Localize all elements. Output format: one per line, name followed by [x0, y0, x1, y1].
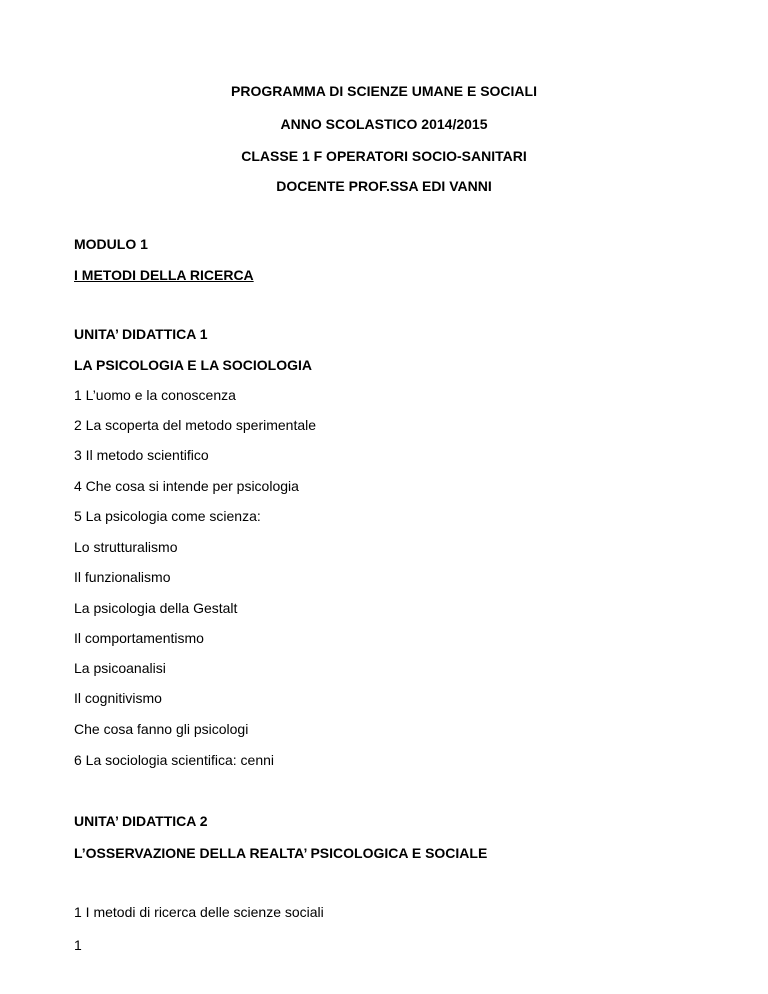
- module-label: MODULO 1: [74, 236, 148, 252]
- teacher-name: DOCENTE PROF.SSA EDI VANNI: [276, 178, 492, 194]
- document-title: PROGRAMMA DI SCIENZE UMANE E SOCIALI: [231, 83, 537, 99]
- list-item: 4 Che cosa si intende per psicologia: [74, 478, 299, 494]
- list-item: 5 La psicologia come scienza:: [74, 508, 261, 524]
- list-item: 1 I metodi di ricerca delle scienze sociali: [74, 904, 324, 920]
- list-item: La psicoanalisi: [74, 660, 166, 676]
- list-item: 1 L’uomo e la conoscenza: [74, 387, 236, 403]
- unit2-title: L’OSSERVAZIONE DELLA REALTA’ PSICOLOGICA E SOCIALE: [74, 845, 488, 861]
- list-item: Il funzionalismo: [74, 569, 171, 585]
- list-item: Il cognitivismo: [74, 690, 162, 706]
- list-item: Il comportamentismo: [74, 630, 204, 646]
- module-title: I METODI DELLA RICERCA: [74, 267, 254, 283]
- unit1-title: LA PSICOLOGIA E LA SOCIOLOGIA: [74, 357, 313, 373]
- list-item: 2 La scoperta del metodo sperimentale: [74, 417, 317, 433]
- unit2-label: UNITA’ DIDATTICA 2: [74, 813, 208, 829]
- class-name: CLASSE 1 F OPERATORI SOCIO-SANITARI: [241, 148, 527, 164]
- list-item: Che cosa fanno gli psicologi: [74, 721, 249, 737]
- school-year: ANNO SCOLASTICO 2014/2015: [280, 116, 488, 132]
- unit1-label: UNITA’ DIDATTICA 1: [74, 326, 208, 342]
- list-item: 3 Il metodo scientifico: [74, 447, 209, 463]
- list-item: La psicologia della Gestalt: [74, 600, 238, 616]
- page-number: 1: [74, 937, 82, 953]
- list-item: 6 La sociologia scientifica: cenni: [74, 752, 275, 768]
- list-item: Lo strutturalismo: [74, 539, 178, 555]
